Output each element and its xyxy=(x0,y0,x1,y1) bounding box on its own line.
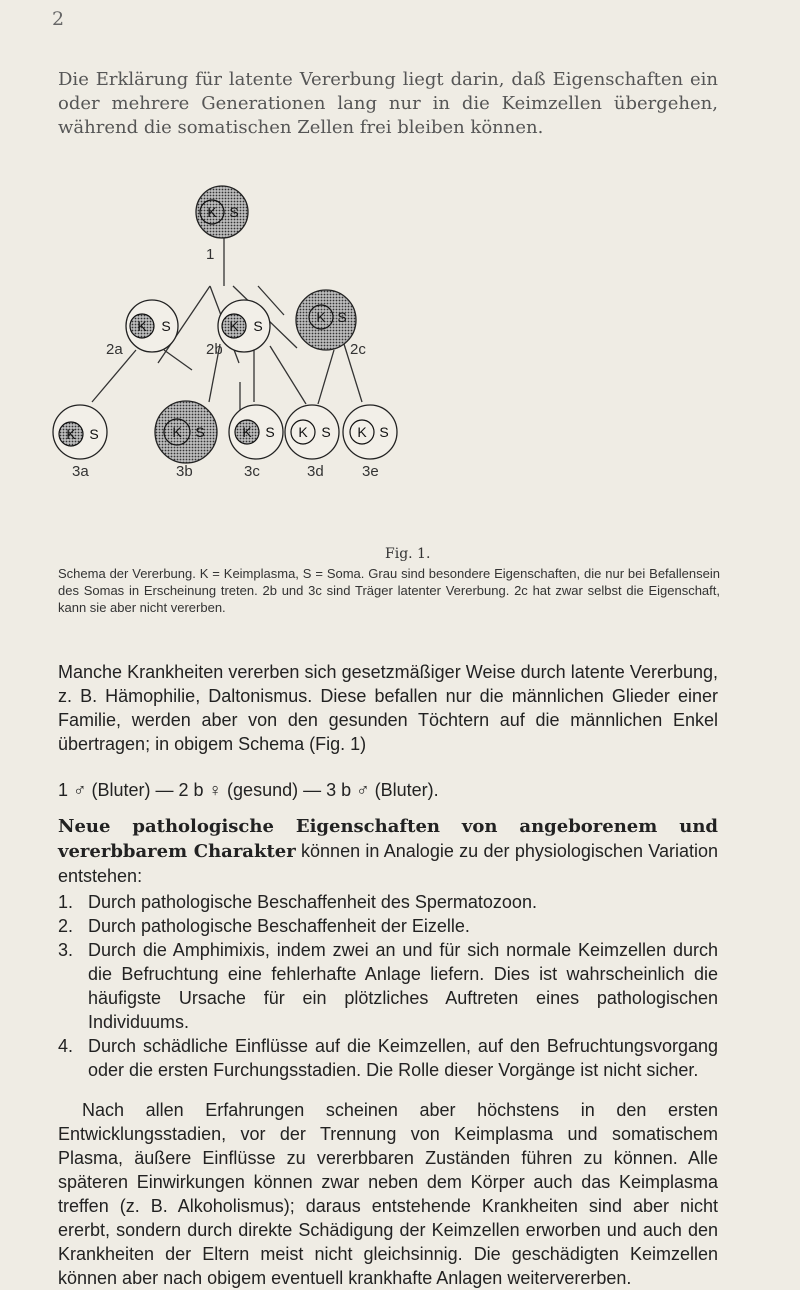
list-number: 4. xyxy=(58,1036,74,1056)
svg-text:K: K xyxy=(172,424,182,440)
list-text: Durch schädliche Einflüsse auf die Keimzellen, auf den Befruchtungsvorgang oder die ersten Furchungsstadien. Die Rolle dieser Vorgänge ist nicht sicher. xyxy=(88,1036,718,1080)
node-2b xyxy=(218,300,270,352)
label-3e: 3e xyxy=(362,463,379,480)
svg-text:S: S xyxy=(253,318,263,334)
list-item xyxy=(58,938,718,1034)
figure-label: Fig. 1. xyxy=(385,546,431,562)
page-number: 2 xyxy=(52,8,65,30)
svg-text:S: S xyxy=(195,424,205,440)
label-2a: 2a xyxy=(106,341,123,358)
node-2c xyxy=(296,290,356,350)
intro-paragraph: Die Erklärung für latente Vererbung liegt darin, daß Eigenschaften ein oder mehrere Generationen lang nur in die Keimzellen übergehen, während die somatischen Zellen frei bleiben können. xyxy=(58,69,718,138)
label-3c: 3c xyxy=(244,463,260,480)
node-1-S: S xyxy=(229,204,239,220)
paragraph-conclusion: Nach allen Erfahrungen scheinen aber höchstens in den ersten Entwicklungsstadien, vor der Trennung von Keimplasma und somatischem Plasma, äußere Einflüsse zu vererbbaren Zuständen führen zu können. Alle späteren Einwirkungen können zwar neben dem Körper auch das Keimplasma treffen (z. B. Alkoholismus); daraus entstehende Krankheiten sind aber nicht ererbt, sondern durch direkte Schädigung der Keimzellen erworben und auch den Krankheiten der Eltern meist nicht gleichsinnig. Die geschädigten Keimzellen können aber nach obigem eventuell krankhafte Anlagen weitervererben. xyxy=(58,1100,718,1288)
label-3a: 3a xyxy=(72,463,89,480)
label-2c: 2c xyxy=(350,341,366,358)
list-number: 2. xyxy=(58,916,74,936)
causes-list xyxy=(58,890,718,1082)
node-3b xyxy=(155,401,217,463)
svg-text:S: S xyxy=(161,318,171,334)
node-3c xyxy=(229,405,283,459)
paragraph-new-pathological xyxy=(58,814,718,888)
paragraph-latent-inheritance: Manche Krankheiten vererben sich gesetzmäßiger Weise durch latente Vererbung, z. B. Hämophilie, Daltonismus. Diese befallen nur die männlichen Glieder einer Familie, werden aber von den gesunden Töchtern auf die männlichen Enkel übertragen; in obigem Schema (Fig. 1) xyxy=(58,662,718,754)
svg-text:S: S xyxy=(265,424,275,440)
svg-text:K: K xyxy=(298,424,308,440)
label-3b: 3b xyxy=(176,463,193,480)
list-text: Durch die Amphimixis, indem zwei an und für sich normale Keimzellen durch die Befruchtung eine fehlerhafte Anlage liefern. Dies ist wahrscheinlich die häufigste Ursache für ein plötzliches Auftreten eines pathologischen Individuums. xyxy=(88,940,718,1032)
list-number: 3. xyxy=(58,940,74,960)
bold-heading: Neue pathologische Eigenschaften von angeborenem und vererbbarem Charakter xyxy=(58,816,718,862)
svg-text:K: K xyxy=(229,318,239,334)
label-3d: 3d xyxy=(307,463,324,480)
svg-text:K: K xyxy=(357,424,367,440)
svg-text:S: S xyxy=(379,424,389,440)
line-2a-3b xyxy=(164,350,192,370)
node-1 xyxy=(196,186,248,238)
figure-caption: Schema der Vererbung. K = Keimplasma, S = Soma. Grau sind besondere Eigenschaften, die nur bei Befallensein des Somas in Erscheinung treten. 2b und 3c sind Träger latenter Vererbung. 2c hat zwar selbst die Eigenschaft, kann sie aber nicht vererben. xyxy=(58,566,720,615)
node-2a xyxy=(126,300,178,352)
svg-text:K: K xyxy=(66,426,76,442)
list-text: Durch pathologische Beschaffenheit des Spermatozoon. xyxy=(88,892,537,912)
node-3d xyxy=(285,405,339,459)
node-3a xyxy=(53,405,107,459)
list-text: Durch pathologische Beschaffenheit der Eizelle. xyxy=(88,916,470,936)
node-3e xyxy=(343,405,397,459)
list-item xyxy=(58,1034,718,1082)
svg-text:K: K xyxy=(137,318,147,334)
paragraph-rest: können in Analogie zu der physiologischen Variation entstehen: xyxy=(58,841,719,886)
label-1: 1 xyxy=(206,246,215,263)
node-1-K: K xyxy=(207,204,217,220)
label-2b: 2b xyxy=(206,341,223,358)
svg-text:K: K xyxy=(316,309,326,325)
svg-text:K: K xyxy=(242,424,252,440)
list-item xyxy=(58,914,718,938)
list-item xyxy=(58,890,718,914)
svg-text:S: S xyxy=(337,309,347,325)
svg-text:S: S xyxy=(321,424,331,440)
inheritance-formula: 1 ♂ (Bluter) — 2 b ♀ (gesund) — 3 b ♂ (Bluter). xyxy=(58,780,439,800)
line-2b-3d xyxy=(270,346,306,404)
list-number: 1. xyxy=(58,892,74,912)
svg-text:S: S xyxy=(89,426,99,442)
inheritance-diagram xyxy=(44,170,764,550)
